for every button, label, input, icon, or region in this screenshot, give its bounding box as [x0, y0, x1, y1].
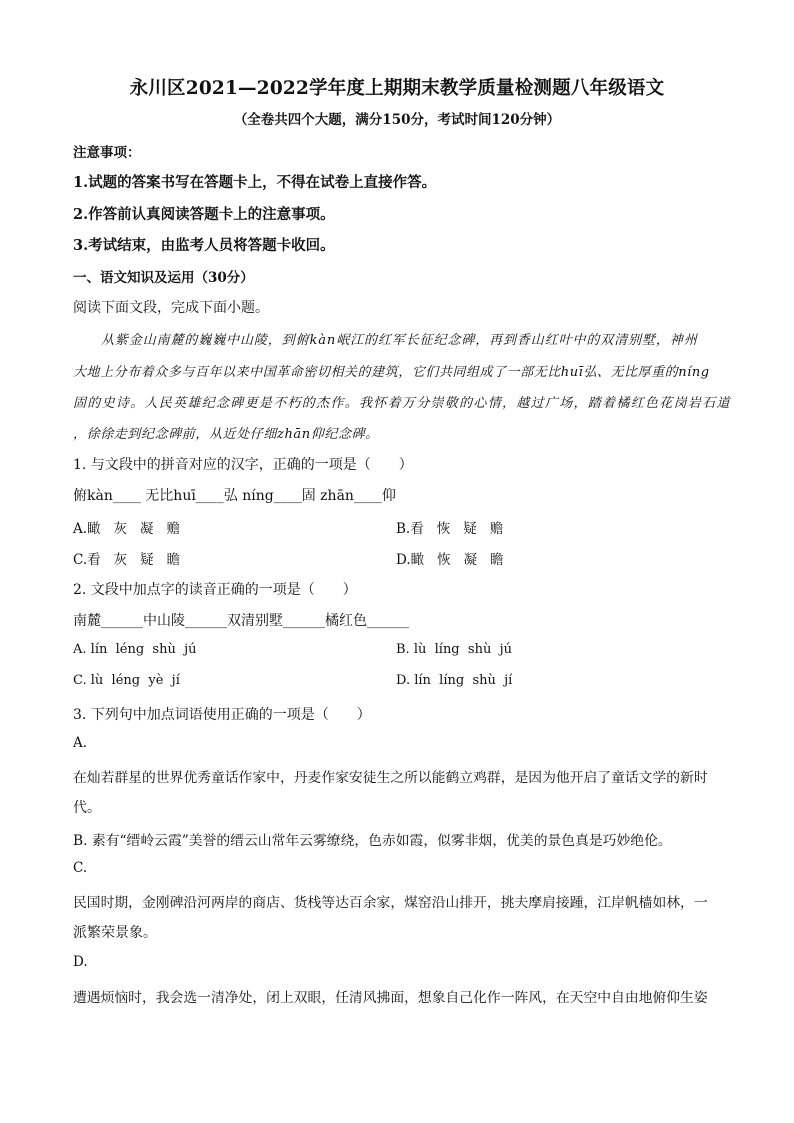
- option-char: 凝: [463, 552, 478, 568]
- option-label: A.: [73, 521, 88, 537]
- notice-item-1: 1.试题的答案书写在答题卡上，不得在试卷上直接作答。: [73, 174, 437, 191]
- notice-item-2: 2.作答前认真阅读答题卡上的注意事项。: [73, 206, 335, 223]
- option-char: 灰: [113, 552, 128, 568]
- option-char: 疑: [140, 552, 154, 568]
- option-char: 看: [87, 552, 101, 568]
- q1-option-d[interactable]: [396, 548, 504, 568]
- q3-option-a-line-1: 在灿若群星的世界优秀童话作家中，丹麦作家安徒生之所以能鹤立鸡群，是因为他开启了童话文学的新时: [73, 770, 708, 786]
- option-text: lù líng shù jú: [413, 642, 512, 657]
- option-char: 灰: [113, 521, 128, 537]
- q3-option-d-line-1: 遭遇烦恼时，我会选一清净处，闭上双眼，任清风拂面，想象自己化作一阵风，在天空中自由地俯仰生姿: [73, 990, 708, 1006]
- option-text: lín léng shù jú: [90, 642, 197, 657]
- q3-option-d-label[interactable]: D.: [73, 954, 88, 970]
- q2-option-b[interactable]: [396, 642, 512, 657]
- section-heading: 一、语文知识及运用（30分）: [73, 270, 254, 286]
- passage-line-4: ，徐徐走到纪念碑前，从近处仔细zhān仰纪念碑。: [73, 427, 379, 442]
- q3-option-c-line-2: 派繁荣景象。: [73, 925, 157, 941]
- option-label: B.: [396, 642, 410, 657]
- notice-item-3: 3.考试结束，由监考人员将答题卡收回。: [73, 237, 335, 254]
- option-label: D.: [396, 552, 411, 568]
- option-char: 疑: [463, 521, 477, 537]
- option-label: C.: [73, 673, 87, 688]
- q3-option-b[interactable]: B. 素有“缙岭云霞”美誉的缙云山常年云雾缭绕，色赤如霞，似雾非烟，优美的景色真是巧妙绝伦。: [73, 833, 672, 849]
- option-char: 看: [410, 521, 424, 537]
- passage-line-3: 固的史诗。人民英雄纪念碑更是不朽的杰作。我怀着万分崇敬的心情，越过广场，踏着橘红色花岗岩石道: [73, 396, 731, 411]
- option-char: 瞰: [87, 521, 101, 537]
- option-label: D.: [396, 673, 411, 688]
- q3-option-a-label[interactable]: A.: [73, 735, 88, 751]
- notice-heading: 注意事项：: [73, 145, 141, 161]
- option-label: A.: [73, 642, 87, 657]
- q1-option-b[interactable]: [396, 517, 503, 537]
- q2-stem: 2. 文段中加点字的读音正确的一项是（ ）: [73, 582, 357, 598]
- option-char: 瞻: [166, 552, 181, 568]
- exam-title: 永川区2021—2022学年度上期期末教学质量检测题八年级语文: [129, 78, 665, 99]
- option-char: 恢: [436, 521, 451, 537]
- q3-option-a-line-2: 代。: [73, 800, 101, 816]
- q2-option-a[interactable]: [73, 642, 197, 657]
- option-text: lù léng yè jí: [90, 673, 180, 688]
- option-char: 瞻: [490, 552, 504, 568]
- q2-option-c[interactable]: [73, 673, 180, 688]
- q1-option-c[interactable]: [73, 548, 180, 568]
- option-char: 赡: [166, 521, 181, 537]
- option-text: lín líng shù jí: [414, 673, 513, 688]
- q3-option-c-label[interactable]: C.: [73, 860, 88, 876]
- q3-stem: 3. 下列句中加点词语使用正确的一项是（ ）: [73, 707, 371, 723]
- q1-blanks: 俯kàn____ 无比huī____弘 níng____固 zhān____仰: [73, 488, 396, 504]
- option-char: 恢: [437, 552, 451, 568]
- passage-line-1: 从紫金山南麓的巍巍中山陵，到俯kàn岷江的红军长征纪念碑，再到香山红叶中的双清别墅，神州: [101, 333, 698, 348]
- q2-blanks: 南麓______中山陵______双清别墅______橘红色______: [73, 613, 409, 629]
- option-char: 赡: [489, 521, 504, 537]
- option-char: 凝: [140, 521, 154, 537]
- option-char: 瞰: [410, 552, 425, 568]
- q2-option-d[interactable]: [396, 673, 512, 688]
- q3-option-c-line-1: 民国时期，金刚碑沿河两岸的商店、货栈等达百余家，煤窑沿山排开，挑夫摩肩接踵，江岸帆樯如林，一: [73, 895, 708, 911]
- passage-line-2: 大地上分布着众多与百年以来中国革命密切相关的建筑，它们共同组成了一部无比huī弘、无比厚重的níng: [73, 365, 710, 380]
- option-label: C.: [73, 552, 88, 568]
- q1-option-a[interactable]: [73, 517, 180, 537]
- q1-stem: 1. 与文段中的拼音对应的汉字，正确的一项是（ ）: [73, 457, 413, 473]
- reading-instruction: 阅读下面文段，完成下面小题。: [73, 300, 269, 316]
- option-label: B.: [396, 521, 411, 537]
- exam-subtitle: （全卷共四个大题，满分150分，考试时间120分钟）: [233, 112, 561, 128]
